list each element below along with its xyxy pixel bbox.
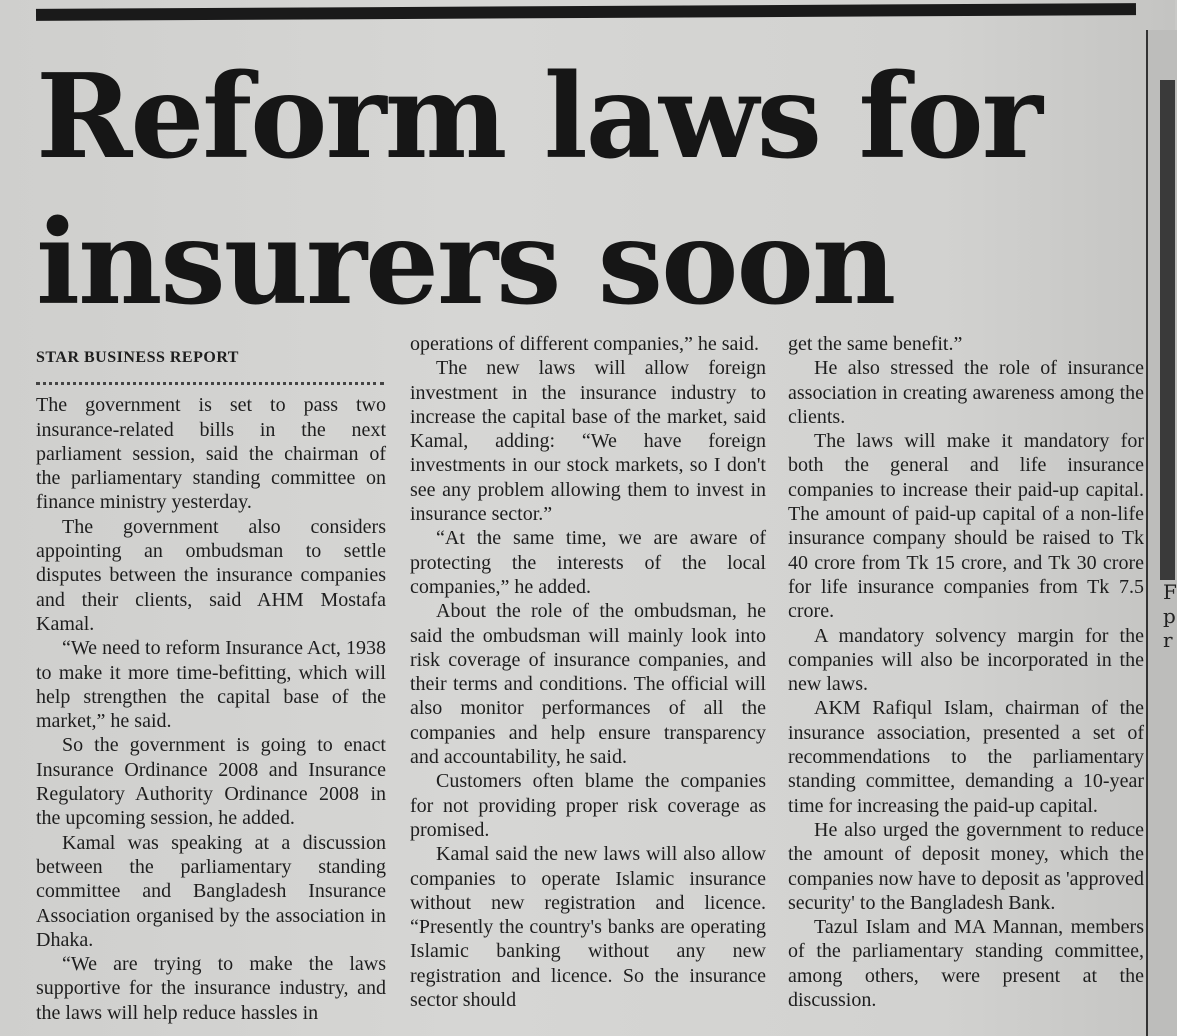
paragraph: Customers often blame the companies for not providing proper risk coverage as promised. — [410, 770, 766, 841]
paragraph: get the same benefit.” — [788, 333, 963, 355]
byline: STAR BUSINESS REPORT — [36, 349, 239, 366]
article-column-3 — [788, 332, 1144, 1012]
paragraph: The government also considers appointing an ombudsman to settle disputes between the insurance companies and their clients, said AHM Mostafa Kamal. — [36, 515, 386, 635]
byline-divider — [36, 382, 384, 385]
paragraph: “At the same time, we are aware of protecting the interests of the local companies,” he added. — [410, 527, 766, 598]
paragraph: He also stressed the role of insurance association in creating awareness among the clients. — [788, 357, 1144, 428]
adjacent-photo-edge — [1160, 80, 1175, 580]
paragraph: “We are trying to make the laws supportive for the insurance industry, and the laws will help reduce hassles in — [36, 953, 386, 1024]
headline: Reform laws for insurers soon — [36, 49, 1041, 331]
paragraph: AKM Rafiqul Islam, chairman of the insurance association, presented a set of recommendations to the parliamentary standing committee, demanding a 10-year time for increasing the paid-up capital. — [788, 697, 1144, 817]
adjacent-text-fragment: F p r — [1163, 580, 1177, 652]
paragraph: “We need to reform Insurance Act, 1938 to make it more time-befitting, which will help strengthen the capital base of the market,” he said. — [36, 637, 386, 733]
paragraph: operations of different companies,” he said. — [410, 333, 759, 355]
paragraph: About the role of the ombudsman, he said the ombudsman will mainly look into risk coverage of insurance companies, and their terms and conditions. The official will also monitor performances of all the companies and help ensure transparency and accountability, he said. — [410, 600, 766, 769]
paragraph: He also urged the government to reduce the amount of deposit money, which the companies now have to deposit as 'approved security' to the Bangladesh Bank. — [788, 818, 1144, 914]
top-rule — [36, 3, 1136, 21]
paragraph: A mandatory solvency margin for the companies will also be incorporated in the new laws. — [788, 624, 1144, 696]
article-column-2 — [410, 332, 766, 1012]
paragraph: Tazul Islam and MA Mannan, members of the parliamentary standing committee, among others, were present at the discussion. — [788, 916, 1144, 1012]
paragraph: The laws will make it mandatory for both the general and life insurance companies to increase their paid-up capital. The amount of paid-up capital of a non-life insurance company should be raised to Tk 40 crore from Tk 15 crore, and Tk 30 crore for life insurance companies from Tk 7.5 crore. — [788, 430, 1144, 623]
paragraph: Kamal said the new laws will also allow companies to operate Islamic insurance without new registration and licence. “Presently the country's banks are operating Islamic banking without any new registration and licence. So the insurance sector should — [410, 843, 766, 1012]
paragraph: Kamal was speaking at a discussion between the parliamentary standing committee and Bangladesh Insurance Association organised by the association in Dhaka. — [36, 831, 386, 951]
article-column-1 — [36, 332, 386, 1025]
paragraph: The government is set to pass two insurance-related bills in the next parliament session, said the chairman of the parliamentary standing committee on finance ministry yesterday. — [36, 394, 386, 514]
paragraph: So the government is going to enact Insurance Ordinance 2008 and Insurance Regulatory Authority Ordinance 2008 in the upcoming session, he added. — [36, 734, 386, 830]
paragraph: The new laws will allow foreign investment in the insurance industry to increase the capital base of the market, said Kamal, adding: “We have foreign investments in our stock markets, so I don't see any problem allowing them to invest in insurance sector.” — [410, 357, 766, 526]
